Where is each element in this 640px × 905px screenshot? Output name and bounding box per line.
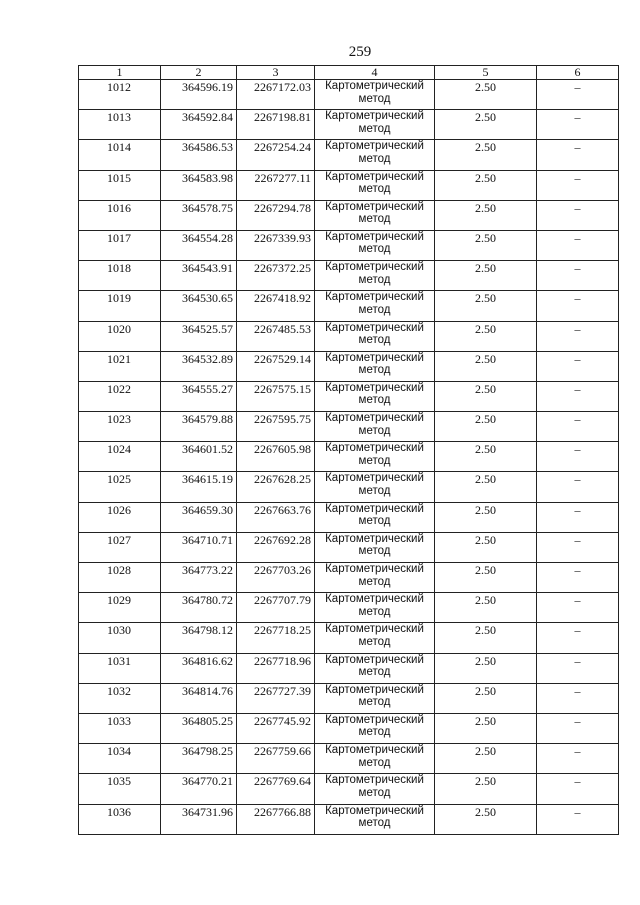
y-coordinate-cell: 2267595.75 bbox=[237, 412, 315, 442]
method-line-1: Картометрический bbox=[325, 80, 424, 92]
accuracy-cell: 2.50 bbox=[435, 744, 537, 774]
note-cell: – bbox=[537, 351, 619, 381]
table-row bbox=[79, 653, 619, 683]
page-number: 259 bbox=[348, 44, 372, 60]
column-header-5: 5 bbox=[435, 66, 537, 80]
method-cell bbox=[315, 653, 435, 683]
method-line-2: метод bbox=[358, 213, 391, 226]
accuracy-cell: 2.50 bbox=[435, 381, 537, 411]
accuracy-cell: 2.50 bbox=[435, 110, 537, 140]
x-coordinate-cell: 364578.75 bbox=[161, 200, 237, 230]
point-number-cell: 1015 bbox=[79, 170, 161, 200]
method-line-1: Картометрический bbox=[325, 291, 424, 304]
method-line-1: Картометрический bbox=[325, 351, 424, 364]
point-number-cell: 1036 bbox=[79, 804, 161, 834]
table-row bbox=[79, 442, 619, 472]
note-cell: – bbox=[537, 381, 619, 411]
accuracy-cell: 2.50 bbox=[435, 291, 537, 321]
note-cell: – bbox=[537, 653, 619, 683]
point-number-cell: 1021 bbox=[79, 351, 161, 381]
method-cell bbox=[315, 563, 435, 593]
note-cell: – bbox=[537, 230, 619, 260]
point-number-cell: 1028 bbox=[79, 563, 161, 593]
method-line-2: метод bbox=[358, 726, 391, 739]
y-coordinate-cell: 2267198.81 bbox=[237, 110, 315, 140]
x-coordinate-cell: 364780.72 bbox=[161, 593, 237, 623]
method-line-2: метод bbox=[358, 303, 391, 316]
x-coordinate-cell: 364615.19 bbox=[161, 472, 237, 502]
accuracy-cell: 2.50 bbox=[435, 351, 537, 381]
note-cell: – bbox=[537, 623, 619, 653]
method-cell bbox=[315, 683, 435, 713]
method-line-2: метод bbox=[358, 605, 391, 618]
method-cell bbox=[315, 321, 435, 351]
method-line-2: метод bbox=[358, 183, 391, 196]
y-coordinate-cell: 2267745.92 bbox=[237, 713, 315, 743]
note-cell: – bbox=[537, 200, 619, 230]
point-number-cell: 1025 bbox=[79, 472, 161, 502]
note-cell: – bbox=[537, 170, 619, 200]
method-line-1: Картометрический bbox=[325, 412, 424, 425]
method-line-2: метод bbox=[358, 152, 391, 165]
x-coordinate-cell: 364543.91 bbox=[161, 261, 237, 291]
method-cell bbox=[315, 110, 435, 140]
point-number-cell: 1023 bbox=[79, 412, 161, 442]
method-line-1: Картометрический bbox=[325, 170, 424, 183]
note-cell: – bbox=[537, 804, 619, 834]
accuracy-cell: 2.50 bbox=[435, 442, 537, 472]
method-cell bbox=[315, 442, 435, 472]
column-header-1: 1 bbox=[79, 66, 161, 80]
point-number-cell: 1032 bbox=[79, 683, 161, 713]
x-coordinate-cell: 364773.22 bbox=[161, 563, 237, 593]
method-cell bbox=[315, 80, 435, 110]
y-coordinate-cell: 2267703.26 bbox=[237, 563, 315, 593]
table-header-row bbox=[79, 66, 619, 80]
method-line-1: Картометрический bbox=[325, 321, 424, 334]
table-row bbox=[79, 502, 619, 532]
method-line-2: метод bbox=[358, 454, 391, 467]
table-row bbox=[79, 744, 619, 774]
y-coordinate-cell: 2267663.76 bbox=[237, 502, 315, 532]
y-coordinate-cell: 2267718.25 bbox=[237, 623, 315, 653]
accuracy-cell: 2.50 bbox=[435, 804, 537, 834]
point-number-cell: 1024 bbox=[79, 442, 161, 472]
method-line-2: метод bbox=[358, 817, 391, 829]
table-row bbox=[79, 623, 619, 653]
method-cell bbox=[315, 261, 435, 291]
table-row bbox=[79, 593, 619, 623]
method-cell bbox=[315, 200, 435, 230]
method-cell bbox=[315, 140, 435, 170]
y-coordinate-cell: 2267339.93 bbox=[237, 230, 315, 260]
note-cell: – bbox=[537, 744, 619, 774]
point-number-cell: 1030 bbox=[79, 623, 161, 653]
y-coordinate-cell: 2267759.66 bbox=[237, 744, 315, 774]
point-number-cell: 1016 bbox=[79, 200, 161, 230]
point-number-cell: 1012 bbox=[79, 80, 161, 110]
method-line-1: Картометрический bbox=[325, 442, 424, 455]
accuracy-cell: 2.50 bbox=[435, 200, 537, 230]
x-coordinate-cell: 364731.96 bbox=[161, 804, 237, 834]
accuracy-cell: 2.50 bbox=[435, 321, 537, 351]
column-header-3: 3 bbox=[237, 66, 315, 80]
table-row bbox=[79, 140, 619, 170]
x-coordinate-cell: 364586.53 bbox=[161, 140, 237, 170]
table-row bbox=[79, 170, 619, 200]
x-coordinate-cell: 364805.25 bbox=[161, 713, 237, 743]
accuracy-cell: 2.50 bbox=[435, 563, 537, 593]
point-number-cell: 1013 bbox=[79, 110, 161, 140]
y-coordinate-cell: 2267254.24 bbox=[237, 140, 315, 170]
method-line-1: Картометрический bbox=[325, 110, 424, 123]
column-header-4: 4 bbox=[315, 66, 435, 80]
table-row bbox=[79, 230, 619, 260]
method-cell bbox=[315, 472, 435, 502]
note-cell: – bbox=[537, 442, 619, 472]
table-row bbox=[79, 200, 619, 230]
note-cell: – bbox=[537, 532, 619, 562]
column-header-6: 6 bbox=[537, 66, 619, 80]
point-number-cell: 1019 bbox=[79, 291, 161, 321]
method-line-1: Картометрический bbox=[325, 140, 424, 153]
table-row bbox=[79, 321, 619, 351]
method-line-2: метод bbox=[358, 786, 391, 799]
table-row bbox=[79, 563, 619, 593]
method-line-1: Картометрический bbox=[325, 653, 424, 666]
y-coordinate-cell: 2267766.88 bbox=[237, 804, 315, 834]
method-cell bbox=[315, 804, 435, 834]
note-cell: – bbox=[537, 140, 619, 170]
point-number-cell: 1031 bbox=[79, 653, 161, 683]
x-coordinate-cell: 364554.28 bbox=[161, 230, 237, 260]
y-coordinate-cell: 2267485.53 bbox=[237, 321, 315, 351]
accuracy-cell: 2.50 bbox=[435, 80, 537, 110]
accuracy-cell: 2.50 bbox=[435, 412, 537, 442]
table-body bbox=[79, 80, 619, 835]
method-cell bbox=[315, 351, 435, 381]
method-line-1: Картометрический bbox=[325, 532, 424, 545]
column-header-2: 2 bbox=[161, 66, 237, 80]
method-line-2: метод bbox=[358, 635, 391, 648]
y-coordinate-cell: 2267605.98 bbox=[237, 442, 315, 472]
method-line-2: метод bbox=[358, 92, 391, 105]
method-line-1: Картометрический bbox=[325, 623, 424, 636]
method-cell bbox=[315, 230, 435, 260]
y-coordinate-cell: 2267727.39 bbox=[237, 683, 315, 713]
accuracy-cell: 2.50 bbox=[435, 532, 537, 562]
table-row bbox=[79, 80, 619, 110]
method-cell bbox=[315, 593, 435, 623]
method-line-1: Картометрический bbox=[325, 774, 424, 787]
method-cell bbox=[315, 381, 435, 411]
accuracy-cell: 2.50 bbox=[435, 170, 537, 200]
y-coordinate-cell: 2267372.25 bbox=[237, 261, 315, 291]
method-line-1: Картометрический bbox=[325, 230, 424, 243]
method-line-2: метод bbox=[358, 122, 391, 135]
x-coordinate-cell: 364555.27 bbox=[161, 381, 237, 411]
table-row bbox=[79, 532, 619, 562]
note-cell: – bbox=[537, 593, 619, 623]
point-number-cell: 1014 bbox=[79, 140, 161, 170]
x-coordinate-cell: 364770.21 bbox=[161, 774, 237, 804]
note-cell: – bbox=[537, 472, 619, 502]
accuracy-cell: 2.50 bbox=[435, 230, 537, 260]
method-line-2: метод bbox=[358, 696, 391, 709]
point-number-cell: 1034 bbox=[79, 744, 161, 774]
table-row bbox=[79, 291, 619, 321]
table-row bbox=[79, 381, 619, 411]
y-coordinate-cell: 2267418.92 bbox=[237, 291, 315, 321]
method-line-2: метод bbox=[358, 545, 391, 558]
method-line-2: метод bbox=[358, 484, 391, 497]
point-number-cell: 1027 bbox=[79, 532, 161, 562]
method-line-1: Картометрический bbox=[325, 200, 424, 213]
method-cell bbox=[315, 532, 435, 562]
x-coordinate-cell: 364798.25 bbox=[161, 744, 237, 774]
table-row bbox=[79, 412, 619, 442]
note-cell: – bbox=[537, 291, 619, 321]
method-cell bbox=[315, 774, 435, 804]
note-cell: – bbox=[537, 412, 619, 442]
table-row bbox=[79, 472, 619, 502]
table-row bbox=[79, 110, 619, 140]
note-cell: – bbox=[537, 80, 619, 110]
accuracy-cell: 2.50 bbox=[435, 593, 537, 623]
point-number-cell: 1035 bbox=[79, 774, 161, 804]
note-cell: – bbox=[537, 261, 619, 291]
method-cell bbox=[315, 502, 435, 532]
method-line-2: метод bbox=[358, 364, 391, 377]
method-line-2: метод bbox=[358, 756, 391, 769]
point-number-cell: 1026 bbox=[79, 502, 161, 532]
x-coordinate-cell: 364816.62 bbox=[161, 653, 237, 683]
method-line-1: Картометрический bbox=[325, 502, 424, 515]
accuracy-cell: 2.50 bbox=[435, 713, 537, 743]
method-line-1: Картометрический bbox=[325, 683, 424, 696]
y-coordinate-cell: 2267529.14 bbox=[237, 351, 315, 381]
accuracy-cell: 2.50 bbox=[435, 774, 537, 804]
point-number-cell: 1017 bbox=[79, 230, 161, 260]
x-coordinate-cell: 364798.12 bbox=[161, 623, 237, 653]
method-line-1: Картометрический bbox=[325, 804, 424, 817]
accuracy-cell: 2.50 bbox=[435, 261, 537, 291]
method-line-2: метод bbox=[358, 394, 391, 407]
note-cell: – bbox=[537, 774, 619, 804]
y-coordinate-cell: 2267769.64 bbox=[237, 774, 315, 804]
method-cell bbox=[315, 713, 435, 743]
y-coordinate-cell: 2267172.03 bbox=[237, 80, 315, 110]
accuracy-cell: 2.50 bbox=[435, 502, 537, 532]
method-cell bbox=[315, 412, 435, 442]
note-cell: – bbox=[537, 110, 619, 140]
method-cell bbox=[315, 623, 435, 653]
point-number-cell: 1022 bbox=[79, 381, 161, 411]
x-coordinate-cell: 364710.71 bbox=[161, 532, 237, 562]
point-number-cell: 1018 bbox=[79, 261, 161, 291]
accuracy-cell: 2.50 bbox=[435, 140, 537, 170]
y-coordinate-cell: 2267575.15 bbox=[237, 381, 315, 411]
y-coordinate-cell: 2267294.78 bbox=[237, 200, 315, 230]
method-line-2: метод bbox=[358, 273, 391, 286]
method-line-2: метод bbox=[358, 666, 391, 679]
method-line-1: Картометрический bbox=[325, 381, 424, 394]
table-row bbox=[79, 683, 619, 713]
x-coordinate-cell: 364525.57 bbox=[161, 321, 237, 351]
note-cell: – bbox=[537, 502, 619, 532]
point-number-cell: 1029 bbox=[79, 593, 161, 623]
method-cell bbox=[315, 744, 435, 774]
x-coordinate-cell: 364532.89 bbox=[161, 351, 237, 381]
y-coordinate-cell: 2267718.96 bbox=[237, 653, 315, 683]
table-row bbox=[79, 804, 619, 834]
method-line-1: Картометрический bbox=[325, 744, 424, 757]
accuracy-cell: 2.50 bbox=[435, 623, 537, 653]
table-row bbox=[79, 351, 619, 381]
method-cell bbox=[315, 291, 435, 321]
point-number-cell: 1033 bbox=[79, 713, 161, 743]
note-cell: – bbox=[537, 683, 619, 713]
note-cell: – bbox=[537, 563, 619, 593]
table-row bbox=[79, 713, 619, 743]
x-coordinate-cell: 364530.65 bbox=[161, 291, 237, 321]
x-coordinate-cell: 364659.30 bbox=[161, 502, 237, 532]
accuracy-cell: 2.50 bbox=[435, 472, 537, 502]
table-row bbox=[79, 774, 619, 804]
coordinates-table bbox=[78, 65, 619, 835]
table-row bbox=[79, 261, 619, 291]
accuracy-cell: 2.50 bbox=[435, 683, 537, 713]
point-number-cell: 1020 bbox=[79, 321, 161, 351]
accuracy-cell: 2.50 bbox=[435, 653, 537, 683]
method-line-1: Картометрический bbox=[325, 713, 424, 726]
x-coordinate-cell: 364579.88 bbox=[161, 412, 237, 442]
method-cell bbox=[315, 170, 435, 200]
method-line-1: Картометрический bbox=[325, 593, 424, 606]
y-coordinate-cell: 2267277.11 bbox=[237, 170, 315, 200]
method-line-1: Картометрический bbox=[325, 563, 424, 575]
method-line-2: метод bbox=[358, 575, 391, 588]
y-coordinate-cell: 2267628.25 bbox=[237, 472, 315, 502]
x-coordinate-cell: 364814.76 bbox=[161, 683, 237, 713]
method-line-2: метод bbox=[358, 243, 391, 256]
note-cell: – bbox=[537, 321, 619, 351]
y-coordinate-cell: 2267692.28 bbox=[237, 532, 315, 562]
x-coordinate-cell: 364596.19 bbox=[161, 80, 237, 110]
y-coordinate-cell: 2267707.79 bbox=[237, 593, 315, 623]
note-cell: – bbox=[537, 713, 619, 743]
method-line-2: метод bbox=[358, 334, 391, 346]
x-coordinate-cell: 364601.52 bbox=[161, 442, 237, 472]
x-coordinate-cell: 364592.84 bbox=[161, 110, 237, 140]
method-line-1: Картометрический bbox=[325, 261, 424, 274]
method-line-2: метод bbox=[358, 424, 391, 437]
method-line-1: Картометрический bbox=[325, 472, 424, 485]
method-line-2: метод bbox=[358, 515, 391, 528]
x-coordinate-cell: 364583.98 bbox=[161, 170, 237, 200]
